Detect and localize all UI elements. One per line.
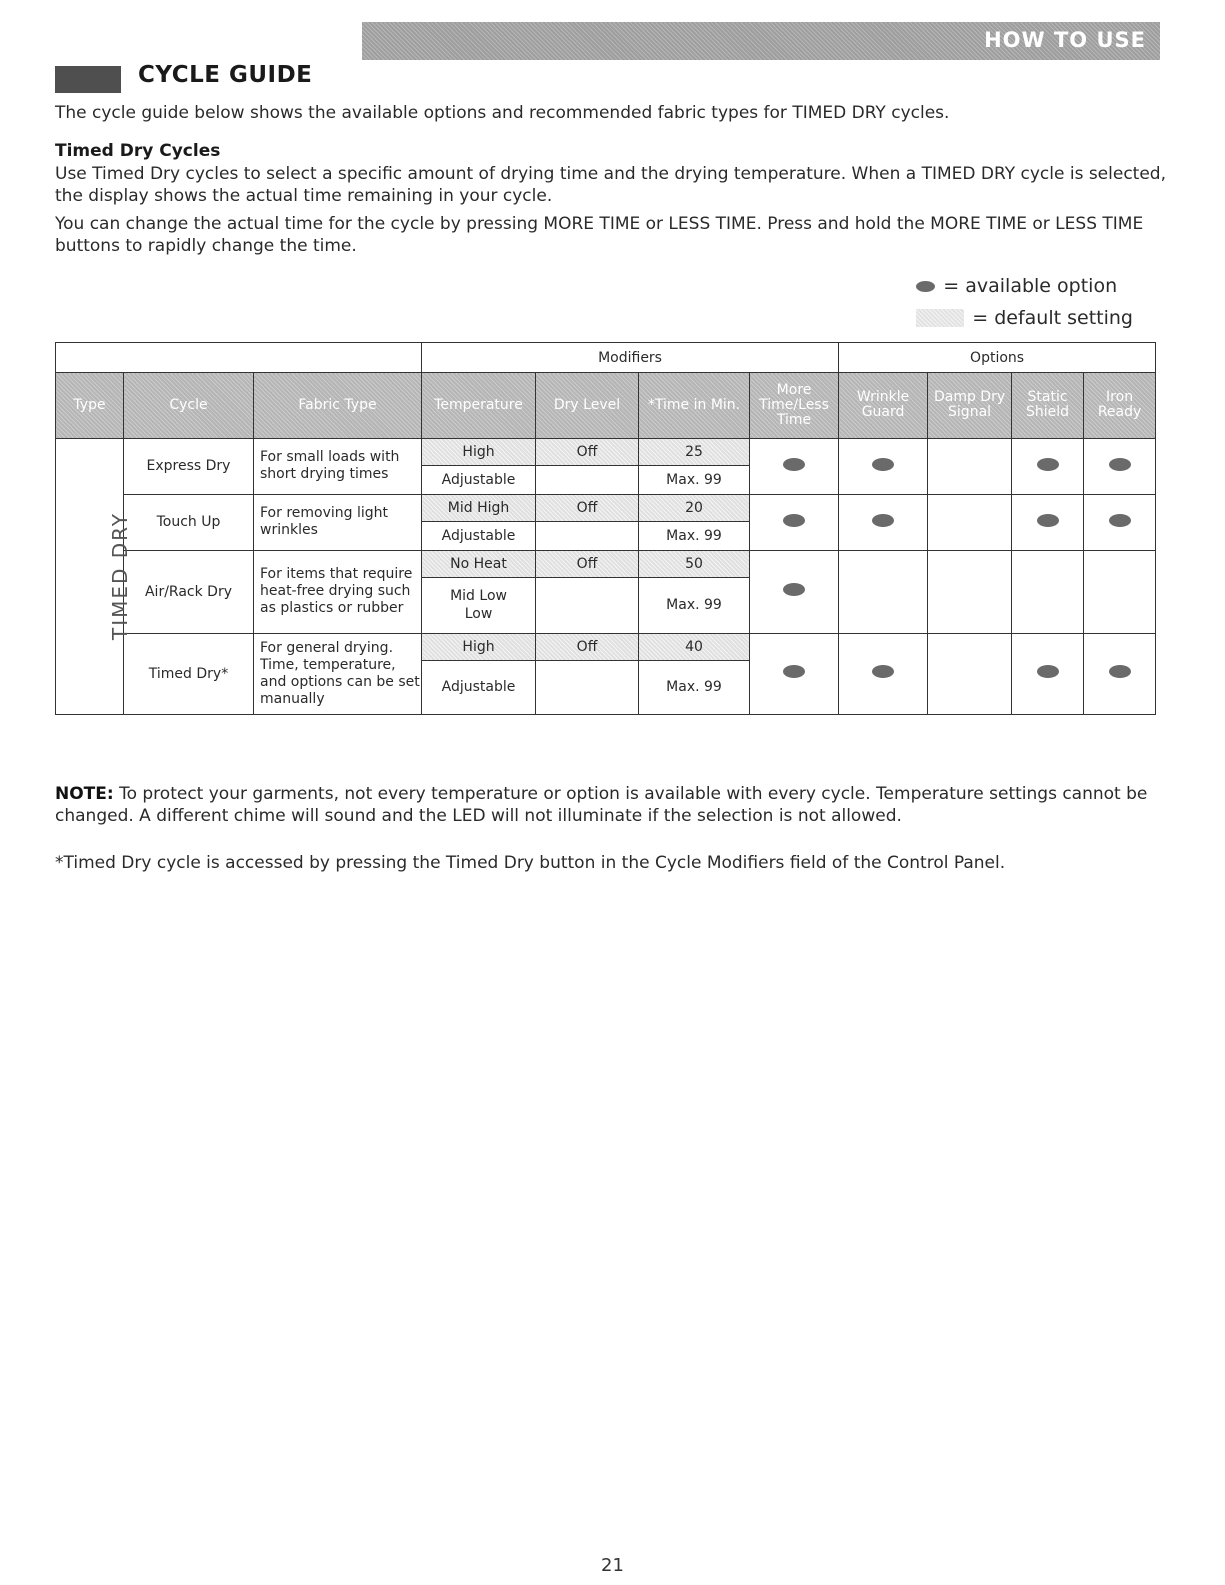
banner-title: HOW TO USE <box>984 28 1146 52</box>
temp-alt: Adjustable <box>422 465 536 494</box>
dry-level-alt <box>536 660 639 714</box>
header-temperature: Temperature <box>422 373 536 438</box>
temp-default: Mid High <box>422 494 536 521</box>
type-cell <box>56 438 132 715</box>
temp-alt: Adjustable <box>422 521 536 550</box>
paragraph-2: You can change the actual time for the cycle by pressing MORE TIME or LESS TIME. Press and hold the MORE TIME or LESS TIME buttons to rapidly change the time. <box>55 214 1144 256</box>
title-marker-block <box>55 66 121 93</box>
cycle-timed-dry: Timed Dry* <box>124 633 254 714</box>
header-damp-dry-signal: Damp Dry Signal <box>928 373 1012 438</box>
page-title: CYCLE GUIDE <box>138 62 313 88</box>
time-alt: Max. 99 <box>639 521 750 550</box>
temp-default: No Heat <box>422 551 536 578</box>
available-dot-icon <box>783 458 805 471</box>
dry-level-default: Off <box>536 551 639 578</box>
damp-dry-cell <box>928 633 1012 714</box>
header-dry-level: Dry Level <box>536 373 639 438</box>
temp-alt: Adjustable <box>422 660 536 714</box>
iron-ready-cell <box>1084 438 1156 494</box>
static-shield-cell <box>1012 438 1084 494</box>
fabric-air-rack-dry: For items that require heat-free drying such as plastics or rubber <box>254 551 422 633</box>
available-dot-icon <box>783 514 805 527</box>
wrinkle-guard-cell <box>839 438 928 494</box>
fabric-timed-dry: For general drying. Time, temperature, and options can be set manually <box>254 633 422 714</box>
blank-group-header <box>56 343 422 373</box>
header-cycle: Cycle <box>124 373 254 438</box>
time-default: 20 <box>639 494 750 521</box>
default-swatch-icon <box>916 309 964 327</box>
dry-level-alt <box>536 578 639 633</box>
legend <box>916 270 1133 334</box>
available-dot-icon <box>872 514 894 527</box>
time-default: 40 <box>639 633 750 660</box>
available-dot-icon <box>1109 514 1131 527</box>
available-dot-icon <box>1037 665 1059 678</box>
available-dot-icon <box>872 458 894 471</box>
temp-default: High <box>422 438 536 465</box>
options-group-header: Options <box>839 343 1156 373</box>
fabric-touch-up: For removing light wrinkles <box>254 494 422 550</box>
static-shield-cell <box>1012 633 1084 714</box>
damp-dry-cell <box>928 438 1012 494</box>
static-shield-cell <box>1012 551 1084 633</box>
time-alt: Max. 99 <box>639 660 750 714</box>
header-more-less-time: More Time/Less Time <box>750 373 839 438</box>
more-less-time-cell <box>750 438 839 494</box>
modifiers-group-header: Modifiers <box>422 343 839 373</box>
type-label: TIMED DRY <box>108 512 132 641</box>
cycle-guide-table <box>55 342 1156 715</box>
dry-level-alt <box>536 465 639 494</box>
temp-default: High <box>422 633 536 660</box>
wrinkle-guard-cell <box>839 551 928 633</box>
section-banner <box>362 22 1160 60</box>
time-alt: Max. 99 <box>639 465 750 494</box>
available-dot-icon <box>1109 458 1131 471</box>
dry-level-default: Off <box>536 494 639 521</box>
header-static-shield: Static Shield <box>1012 373 1084 438</box>
temp-alt: Mid Low Low <box>422 578 536 633</box>
legend-available <box>916 270 1133 302</box>
note-paragraph <box>55 783 1170 827</box>
more-less-time-cell <box>750 494 839 550</box>
footnote: *Timed Dry cycle is accessed by pressing the Timed Dry button in the Cycle Modifiers field of the Control Panel. <box>55 853 1006 873</box>
header-type: Type <box>56 373 124 438</box>
available-dot-icon <box>1109 665 1131 678</box>
dry-level-alt <box>536 521 639 550</box>
available-dot-icon <box>1037 514 1059 527</box>
dry-level-default: Off <box>536 438 639 465</box>
intro-paragraph: The cycle guide below shows the available options and recommended fabric types for TIMED DRY cycles. <box>55 103 950 123</box>
wrinkle-guard-cell <box>839 633 928 714</box>
header-iron-ready: Iron Ready <box>1084 373 1156 438</box>
available-dot-icon <box>872 665 894 678</box>
legend-default-label: = default setting <box>972 307 1133 329</box>
dry-level-default: Off <box>536 633 639 660</box>
header-wrinkle-guard: Wrinkle Guard <box>839 373 928 438</box>
cycle-express-dry: Express Dry <box>124 438 254 494</box>
cycle-touch-up: Touch Up <box>124 494 254 550</box>
static-shield-cell <box>1012 494 1084 550</box>
available-dot-icon <box>1037 458 1059 471</box>
wrinkle-guard-cell <box>839 494 928 550</box>
iron-ready-cell <box>1084 633 1156 714</box>
fabric-express-dry: For small loads with short drying times <box>254 438 422 494</box>
available-dot-icon <box>916 281 935 292</box>
time-default: 50 <box>639 551 750 578</box>
subheading: Timed Dry Cycles <box>55 141 221 161</box>
time-alt: Max. 99 <box>639 578 750 633</box>
header-fabric-type: Fabric Type <box>254 373 422 438</box>
note-label: NOTE: <box>55 784 114 804</box>
note-text: To protect your garments, not every temperature or option is available with every cycle. Temperature settings cannot be changed. A different chime will sound and the LED will not illuminate if the selection is not allowed. <box>55 784 1148 826</box>
iron-ready-cell <box>1084 551 1156 633</box>
more-less-time-cell <box>750 633 839 714</box>
legend-default <box>916 302 1133 334</box>
time-default: 25 <box>639 438 750 465</box>
paragraph-1: Use Timed Dry cycles to select a specific amount of drying time and the drying temperature. When a TIMED DRY cycle is selected, the display shows the actual time remaining in your cycle. <box>55 164 1166 206</box>
page-number: 21 <box>601 1555 624 1576</box>
iron-ready-cell <box>1084 494 1156 550</box>
available-dot-icon <box>783 583 805 596</box>
legend-available-label: = available option <box>943 275 1118 297</box>
damp-dry-cell <box>928 494 1012 550</box>
header-time: *Time in Min. <box>639 373 750 438</box>
damp-dry-cell <box>928 551 1012 633</box>
cycle-air-rack-dry: Air/Rack Dry <box>124 551 254 633</box>
available-dot-icon <box>783 665 805 678</box>
more-less-time-cell <box>750 551 839 633</box>
